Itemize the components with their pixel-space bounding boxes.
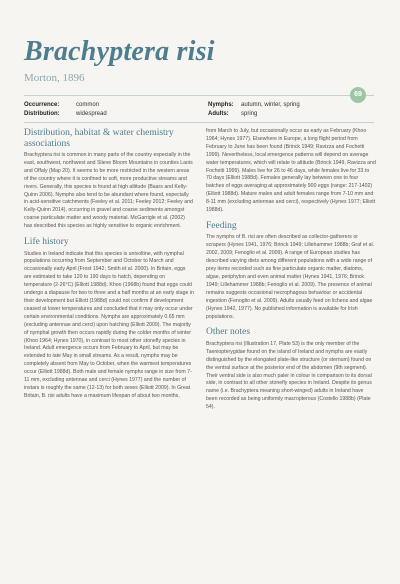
distribution-value: widespread: [76, 111, 107, 117]
life-history-heading: Life history: [24, 237, 69, 248]
nymphs-row: [208, 101, 300, 110]
other-notes-body: Brachyptera risi (Illustration 17, Plate 53) is the only member of the Taeniopterygidae found on the island of Ireland and nymphs are easily distinguished by the elongated plate-like structure (or sternum) found on the ventral surface at the posterior end of the abdomen (9th segment). Their ventral side is also much paler in colour in comparison to its dorsal side, in contrast to all other stonefly species in Ireland. Despite its genus name (i.e. Brachyptera meaning short-winged) adults in Ireland have been recorded as being uniformly macropterous (Costello 1988b) (Plate 54).: [206, 340, 372, 411]
nymphs-label: Nymphs:: [208, 102, 234, 108]
left-column: [24, 128, 194, 407]
occurrence-row: [24, 101, 99, 110]
distribution-heading: Distribution, habitat & water chemistry associations: [24, 128, 174, 149]
adults-value: spring: [241, 111, 258, 117]
meta-rule: [24, 122, 374, 123]
feeding-body: The nymphs of B. risi are often described as collector-gatherers or scrapers (Hynes 1941, 1976; Brinck 1949; Lillehammer 1988b; Graf et al. 2002, 2009; Fenoglio et al. 2009). A range of European studies has described varying diets among different populations with a wide range of prey items recorded such as fine particulate organic matter, diatoms, algae, periphyton and even animal matter (Hynes 1941, 1976; Brinck 1949; Lillehammer 1988b; Fenoglio et al. 2009). The presence of animal remains suggests occasional necrophagous behaviour or accidental ingestion (Fenoglio et al. 2009). Adults usually feed on lichens and algae (Hynes 1942, 1977). No published information is available for Irish populations.: [206, 234, 375, 320]
nymphs-value: autumn, winter, spring: [241, 102, 300, 108]
distribution-label: Distribution:: [24, 111, 60, 117]
occurrence-value: common: [76, 102, 100, 108]
feeding-heading: Feeding: [206, 220, 237, 231]
header-rule: [24, 95, 374, 96]
other-notes-heading: Other notes: [206, 327, 251, 338]
life-history-body: Studies in Ireland indicate that this species is univoltine, with nymphal populations occurring from September and October to March and occasionally early April (Frost 1942; Smith et al. 2000). In Britain, eggs are estimated to take 120 to 190 days to hatch, depending on temperature (2-26°C) (Elliott 1988d). Khoo (1968b) found that eggs could undergo a diapause for two to three and a half months at an early stage in their development but Elliott (1988d) could not confirm if development ceased at lower temperatures and concluded that it may only occur under certain environmental conditions. Nymphs are approximately 0.65 mm (excluding antennae and cerci) upon hatching (Elliott 2009). The majority of nymphal growth then occurs rapidly during the colder months of winter (Khoo 1964; Hynes 1970), in contrast to most other stonefly species in Ireland. Adult emergence occurs from February to April, but may be extended to late May in small streams. As a result, nymphs may be completely absent from May to October, when the warmest temperatures occur (Elliott 1988d). Both male and female nymphs range in size from 7-11 mm, excluding antennae and cerci (Hynes 1977) and the number of instars is roughly the same (12-13) for both sexes (Elliott 2009). In Great Britain, B. risi adults have a maximum lifespan of about two months,: [24, 250, 194, 399]
right-column: [206, 128, 376, 418]
page-number-badge: 69: [350, 87, 366, 103]
species-author: Morton, 1896: [24, 72, 85, 84]
distribution-row: [24, 110, 107, 119]
adults-row: [208, 110, 257, 119]
adults-label: Adults:: [208, 111, 229, 117]
distribution-body: Brachyptera risi is common in many parts of the country especially in the east, southwest, northwest and Slieve Bloom Mountains in counties Laois and Offaly (Map 20). It seems to be more restricted in the western areas of the country where it is confined to soft, more productive streams and rivers. Generally, this species is found at high altitude (Baars and Kelly-Quinn 2006). Nymphs also tend to be abundant where found, especially in acid-sensitive catchments (Feeley et al. 2011; Feeley 2012; Feeley and Kelly-Quinn 2014), occurring in gravel and coarse sediments amongst coarse particulate matter and woody material. McGarrigle et al. (2002) has described this species as highly sensitive to organic enrichment.: [24, 152, 193, 230]
species-title: Brachyptera risi: [24, 36, 215, 67]
occurrence-label: Occurrence:: [24, 102, 60, 108]
life-history-continued: from March to July, but occasionally occur as early as February (Khoo 1964; Hynes 1977). Elsewhere in Europe, a long flight period from February to June has been found (Brinck 1949; Ravizza and Fochetti 1999). Nevertheless, local emergence patterns will depend on average water temperatures, which will relate to altitude (Brinck 1949, Ravizza and Fochetti 1999). Males live for 26 to 46 days, while females live for 33 to 70 days (Elliott 1988d). Females generally lay between one to four batches of eggs averaging at approximately 900 eggs (range: 217-1402) (Elliott 1988d). Mature males and adult females range from 7-10 mm and 8-11 mm (excluding antennae and cerci), respectively (Hynes 1977; Elliott 1988d).: [206, 128, 376, 214]
